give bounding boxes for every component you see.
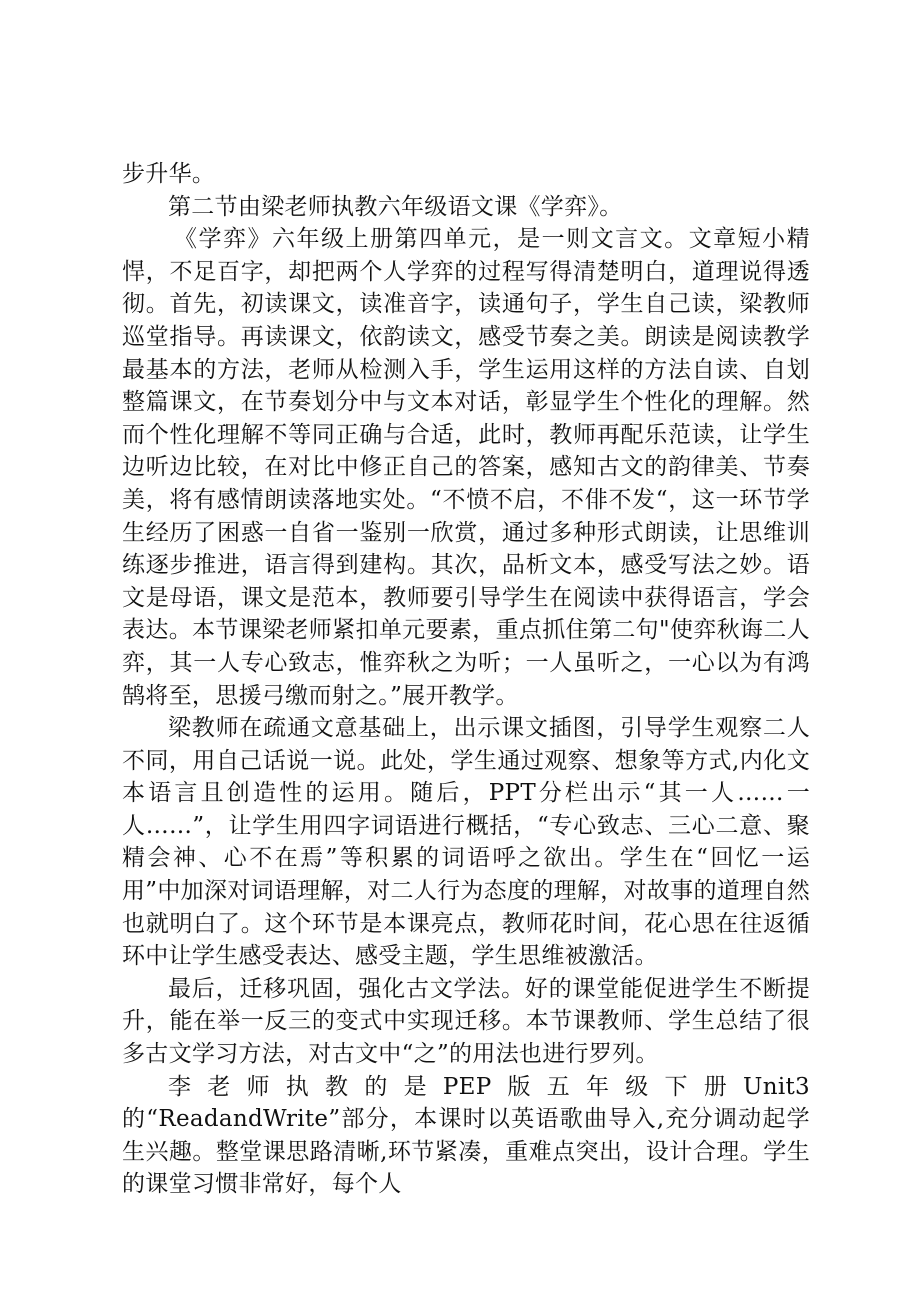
body-text xyxy=(122,158,810,1201)
paragraph-consolidation: 最后，迁移巩固，强化古文学法。好的课堂能促进学生不断提升，能在举一反三的变式中实现迁移。本节课教师、学生总结了很多古文学习方法，对古文中“之”的用法也进行罗列。 xyxy=(122,975,810,1068)
paragraph-illustration-teaching: 梁教师在疏通文意基础上，出示课文插图，引导学生观察二人不同，用自己话说一说。此处，学生通过观察、想象等方式,内化文本语言且创造性的运用。随后，PPT分栏出示“其一人……一人……”，让学生用四字词语进行概括，“专心致志、三心二意、聚精会神、心不在焉”等积累的词语呼之欲出。学生在“回忆一运用”中加深对词语理解，对二人行为态度的理解，对故事的道理自然也就明白了。这个环节是本课亮点，教师花时间，花心思在往返循环中让学生感受表达、感受主题，学生思维被激活。 xyxy=(122,715,810,970)
paragraph-xueyi-analysis: 《学弈》六年级上册第四单元，是一则文言文。文章短小精悍，不足百字，却把两个人学弈的过程写得清楚明白，道理说得透彻。首先，初读课文，读准音字，读通句子，学生自己读，梁教师巡堂指导。再读课文，依韵读文，感受节奏之美。朗读是阅读教学最基本的方法，老师从检测入手，学生运用这样的方法自读、自划整篇课文，在节奏划分中与文本对话，彰显学生个性化的理解。然而个性化理解不等同正确与合适，此时，教师再配乐范读，让学生边听边比较，在对比中修正自己的答案，感知古文的韵律美、节奏美，将有感情朗读落地实处。“不愤不启，不俳不发“，这一环节学生经历了困惑一自省一鉴别一欣赏，通过多种形式朗读，让思维训练逐步推进，语言得到建构。其次，品析文本，感受写法之妙。语文是母语，课文是范本，教师要引导学生在阅读中获得语言，学会表达。本节课梁老师紧扣单元要素，重点抓住第二句"使弈秋诲二人弈，其一人专心致志，惟弈秋之为听；一人虽听之，一心以为有鸿鹄将至，思援弓缴而射之。”展开教学。 xyxy=(122,226,810,709)
paragraph-section-intro: 第二节由梁老师执教六年级语文课《学弈》。 xyxy=(168,193,623,220)
paragraph-continuation: 步升华。 xyxy=(122,161,216,187)
paragraph-english-lesson: 李老师执教的是PEP版五年级下册Unit3的“ReadandWrite”部分，本课时以英语歌曲导入,充分调动起学生兴趣。整堂课思路清晰,环节紧凑，重难点突出，设计合理。学生的课堂习惯非常好，每个人 xyxy=(122,1073,810,1198)
